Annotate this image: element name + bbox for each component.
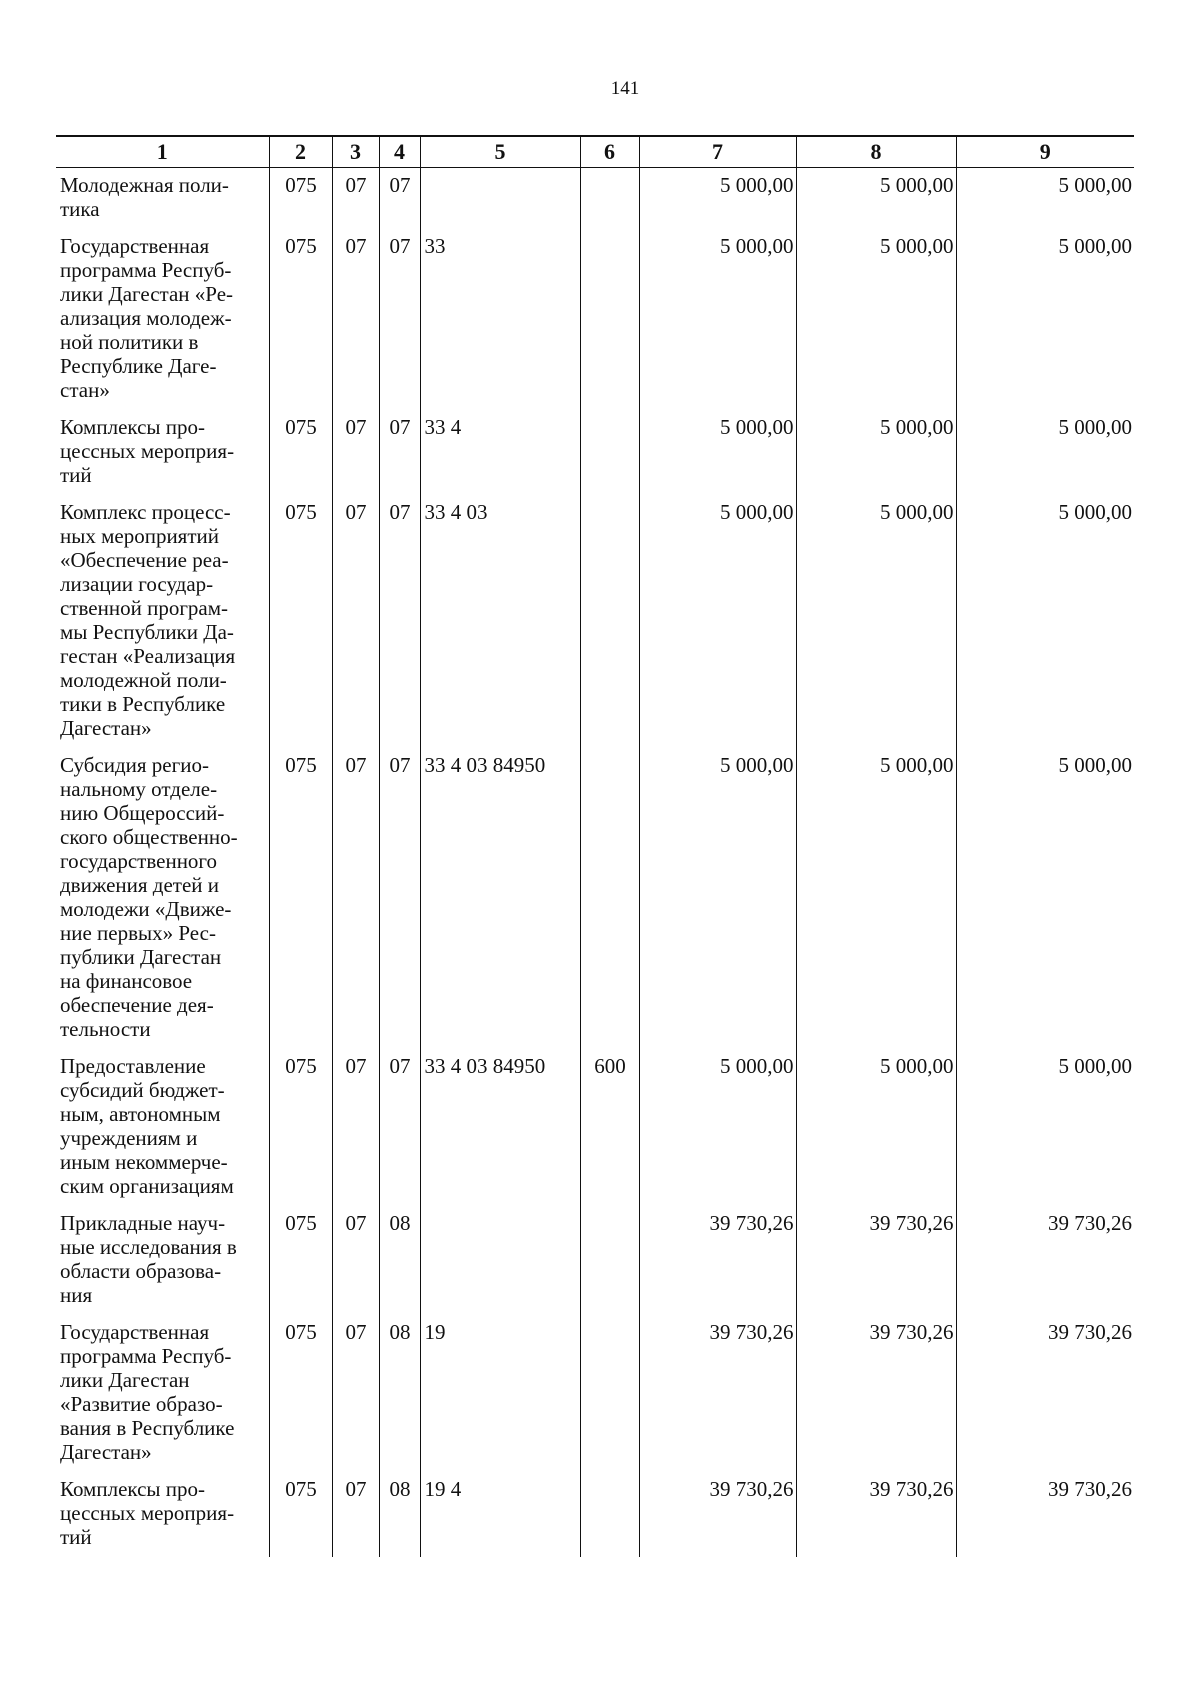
amount-col8-cell: 5 000,00 <box>796 410 956 495</box>
row-name-cell: Государственная программа Респуб- лики Дагестан «Ре- ализация молодеж- ной политики в Республике Даге- стан» <box>60 234 234 402</box>
section-code-cell: 07 <box>332 410 379 495</box>
budget-table <box>56 135 1134 1557</box>
amount-col9-cell: 5 000,00 <box>956 168 1134 230</box>
column-header: 3 <box>332 136 379 168</box>
table-row <box>56 1049 1134 1206</box>
target-article-cell: 33 4 <box>420 410 580 495</box>
table-row <box>56 495 1134 748</box>
subsection-code-cell: 07 <box>379 1049 420 1206</box>
column-header: 2 <box>269 136 332 168</box>
admin-code-cell: 075 <box>269 168 332 230</box>
amount-col8-cell: 39 730,26 <box>796 1315 956 1472</box>
expense-type-cell <box>580 168 639 230</box>
amount-col9-cell: 39 730,26 <box>956 1472 1134 1557</box>
row-name-cell: Прикладные науч- ные исследования в области образова- ния <box>60 1211 237 1307</box>
section-code-cell: 07 <box>332 168 379 230</box>
section-code-cell: 07 <box>332 1315 379 1472</box>
amount-col7-cell: 39 730,26 <box>639 1206 796 1315</box>
admin-code-cell: 075 <box>269 1315 332 1472</box>
target-article-cell: 33 4 03 84950 <box>420 1049 580 1206</box>
amount-col9-cell: 39 730,26 <box>956 1206 1134 1315</box>
target-article-cell: 33 <box>420 229 580 410</box>
table-row <box>56 168 1134 230</box>
column-header: 1 <box>56 136 269 168</box>
admin-code-cell: 075 <box>269 748 332 1049</box>
amount-col7-cell: 5 000,00 <box>639 168 796 230</box>
subsection-code-cell: 07 <box>379 495 420 748</box>
subsection-code-cell: 08 <box>379 1315 420 1472</box>
amount-col7-cell: 5 000,00 <box>639 495 796 748</box>
amount-col8-cell: 5 000,00 <box>796 495 956 748</box>
amount-col8-cell: 5 000,00 <box>796 748 956 1049</box>
admin-code-cell: 075 <box>269 495 332 748</box>
amount-col7-cell: 5 000,00 <box>639 1049 796 1206</box>
row-name-cell: Государственная программа Респуб- лики Дагестан «Развитие образо- вания в Республике Дагестан» <box>60 1320 235 1464</box>
amount-col7-cell: 5 000,00 <box>639 410 796 495</box>
expense-type-cell <box>580 1315 639 1472</box>
column-header: 9 <box>956 136 1134 168</box>
admin-code-cell: 075 <box>269 1472 332 1557</box>
header-row <box>56 136 1134 168</box>
table-row <box>56 748 1134 1049</box>
table-row <box>56 1206 1134 1315</box>
amount-col8-cell: 39 730,26 <box>796 1472 956 1557</box>
amount-col9-cell: 5 000,00 <box>956 410 1134 495</box>
table-row <box>56 410 1134 495</box>
amount-col9-cell: 39 730,26 <box>956 1315 1134 1472</box>
amount-col7-cell: 5 000,00 <box>639 229 796 410</box>
admin-code-cell: 075 <box>269 410 332 495</box>
target-article-cell: 33 4 03 84950 <box>420 748 580 1049</box>
row-name-cell: Комплексы про- цессных мероприя- тий <box>60 1477 235 1549</box>
row-name-cell: Предоставление субсидий бюджет- ным, автономным учреждениям и иным некоммерче- ским организациям <box>60 1054 234 1198</box>
target-article-cell: 19 <box>420 1315 580 1472</box>
target-article-cell: 19 4 <box>420 1472 580 1557</box>
amount-col7-cell: 5 000,00 <box>639 748 796 1049</box>
column-header: 7 <box>639 136 796 168</box>
expense-type-cell: 600 <box>580 1049 639 1206</box>
expense-type-cell <box>580 748 639 1049</box>
admin-code-cell: 075 <box>269 1049 332 1206</box>
expense-type-cell <box>580 1206 639 1315</box>
section-code-cell: 07 <box>332 229 379 410</box>
subsection-code-cell: 07 <box>379 229 420 410</box>
expense-type-cell <box>580 1472 639 1557</box>
table-row <box>56 229 1134 410</box>
amount-col8-cell: 5 000,00 <box>796 1049 956 1206</box>
row-name-cell: Субсидия регио- нальному отделе- нию Общероссий- ского общественно- государственного движения детей и молодежи «Движе- ние первых» Рес- публики Дагестан на финансовое обеспечение дея- тельности <box>60 753 238 1041</box>
subsection-code-cell: 08 <box>379 1472 420 1557</box>
expense-type-cell <box>580 410 639 495</box>
target-article-cell <box>420 1206 580 1315</box>
column-header: 6 <box>580 136 639 168</box>
admin-code-cell: 075 <box>269 229 332 410</box>
expense-type-cell <box>580 495 639 748</box>
amount-col7-cell: 39 730,26 <box>639 1472 796 1557</box>
amount-col8-cell: 5 000,00 <box>796 229 956 410</box>
amount-col9-cell: 5 000,00 <box>956 229 1134 410</box>
amount-col9-cell: 5 000,00 <box>956 495 1134 748</box>
section-code-cell: 07 <box>332 1472 379 1557</box>
subsection-code-cell: 07 <box>379 748 420 1049</box>
admin-code-cell: 075 <box>269 1206 332 1315</box>
subsection-code-cell: 07 <box>379 410 420 495</box>
column-header: 5 <box>420 136 580 168</box>
page-number: 141 <box>610 78 640 99</box>
subsection-code-cell: 07 <box>379 168 420 230</box>
column-header: 4 <box>379 136 420 168</box>
subsection-code-cell: 08 <box>379 1206 420 1315</box>
amount-col9-cell: 5 000,00 <box>956 1049 1134 1206</box>
row-name-cell: Комплекс процесс- ных мероприятий «Обеспечение реа- лизации государ- ственной програм- мы Республики Да- гестан «Реализация молодежной поли- тики в Республике Дагестан» <box>60 500 236 740</box>
section-code-cell: 07 <box>332 1206 379 1315</box>
section-code-cell: 07 <box>332 748 379 1049</box>
row-name-cell: Комплексы про- цессных мероприя- тий <box>60 415 235 487</box>
table-row <box>56 1472 1134 1557</box>
row-name-cell: Молодежная поли- тика <box>60 173 229 221</box>
amount-col8-cell: 39 730,26 <box>796 1206 956 1315</box>
table-row <box>56 1315 1134 1472</box>
expense-type-cell <box>580 229 639 410</box>
table-body <box>56 168 1134 1558</box>
amount-col9-cell: 5 000,00 <box>956 748 1134 1049</box>
column-header: 8 <box>796 136 956 168</box>
target-article-cell <box>420 168 580 230</box>
section-code-cell: 07 <box>332 1049 379 1206</box>
target-article-cell: 33 4 03 <box>420 495 580 748</box>
amount-col8-cell: 5 000,00 <box>796 168 956 230</box>
section-code-cell: 07 <box>332 495 379 748</box>
amount-col7-cell: 39 730,26 <box>639 1315 796 1472</box>
